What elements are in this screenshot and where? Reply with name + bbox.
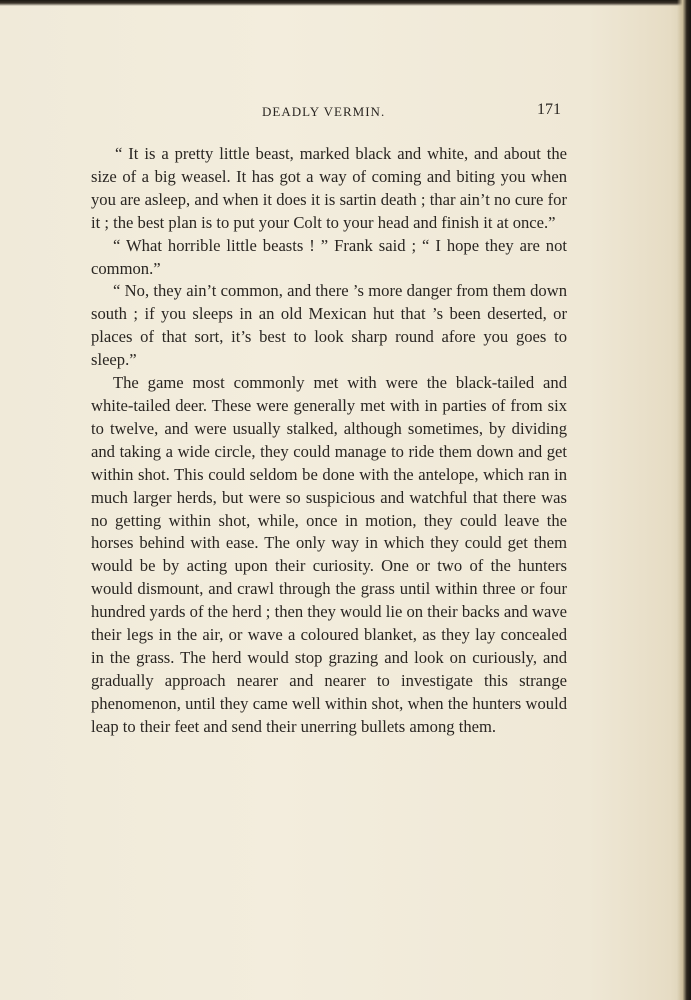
- paragraph: The game most commonly met with were the black-tailed and white-tailed deer. These were generally met with in parties of from six to twelve, and were usually stalked, although sometimes, by dividing and taking a wide circle, they could manage to ride them down and get within shot. This could seldom be done with the antelope, which ran in much larger herds, but were so suspicious and watchful that there was no getting within shot, while, once in motion, they could leave the horses behind with ease. The only way in which they could get them would be by acting upon their curiosity. One or two of the hunters would dismount, and crawl through the grass until within three or four hundred yards of the herd ; then they would lie on their backs and wave their legs in the air, or wave a coloured blanket, as they lay concealed in the grass. The herd would stop grazing and look on curiously, and gradually approach nearer and nearer to investigate this strange phenomenon, until they came well within shot, when the hunters would leap to their feet and send their unerring bullets among them.: [91, 373, 567, 736]
- page-number: 171: [537, 101, 561, 118]
- paragraph: “ It is a pretty little beast, marked black and white, and about the size of a big weasel. It has got a way of coming and biting you when you are asleep, and when it does it is sartin death ; thar ain’t no cure for it ; the best plan is to put your Colt to your head and finish it at once.”: [91, 144, 567, 232]
- body-text: [91, 143, 567, 739]
- running-title: DEADLY VERMIN.: [262, 104, 386, 119]
- paragraph: “ No, they ain’t common, and there ’s more danger from them down south ; if you sleeps in an old Mexican hut that ’s been deserted, or places of that sort, it’s best to look sharp round afore you goes to sleep.”: [91, 281, 567, 370]
- page-binding-edge: [677, 0, 691, 1000]
- paragraph: “ What horrible little beasts ! ” Frank said ; “ I hope they are not common.”: [91, 235, 567, 278]
- page-top-edge: [0, 0, 691, 6]
